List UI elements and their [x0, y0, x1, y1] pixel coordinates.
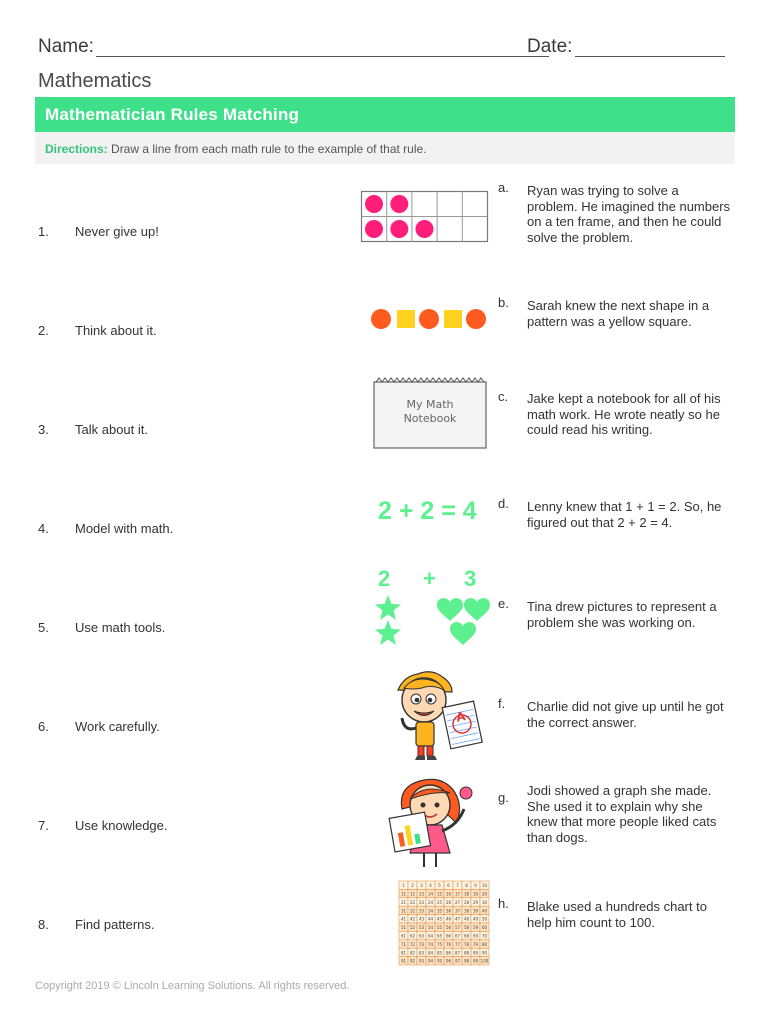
counter-dot	[390, 220, 408, 238]
rule-number: 2.	[38, 323, 49, 338]
grade-letter: A	[454, 708, 467, 725]
hundreds-chart-number: 37	[454, 908, 461, 914]
orange-circle	[371, 309, 391, 329]
hundreds-chart-number: 72	[409, 941, 416, 947]
star-icon	[375, 595, 401, 620]
hundreds-chart-number: 36	[445, 908, 452, 914]
hundreds-chart-number: 16	[445, 891, 452, 897]
hundreds-chart-number: 71	[400, 941, 407, 947]
hundreds-chart-number: 50	[481, 916, 488, 922]
date-blank	[575, 56, 725, 57]
star-icon	[375, 620, 401, 645]
hundreds-chart-number: 74	[427, 941, 434, 947]
addition-model-image	[366, 564, 496, 652]
boy-drawing	[388, 668, 488, 768]
hundreds-chart-number: 30	[481, 899, 488, 905]
hundreds-chart-number: 85	[436, 950, 443, 956]
hundreds-chart-number: 56	[445, 925, 452, 931]
hundreds-chart-number: 33	[418, 908, 425, 914]
hundreds-chart-number: 57	[454, 925, 461, 931]
model-operator: +	[423, 566, 436, 591]
hundreds-chart-number: 55	[436, 925, 443, 931]
example-letter: c.	[498, 389, 509, 404]
shape-pattern-image	[370, 306, 490, 332]
worksheet-title: Mathematician Rules Matching	[45, 105, 300, 124]
hundreds-chart-number: 20	[481, 891, 488, 897]
hundreds-chart-number: 8	[465, 883, 468, 889]
heart-icon	[464, 598, 490, 621]
ten-frame-image	[360, 190, 490, 244]
hundreds-chart-number: 41	[400, 916, 407, 922]
hundreds-chart-number: 21	[400, 899, 407, 905]
example-text: Ryan was trying to solve a problem. He imagined the numbers on a ten frame, and then he could solve the problem.	[527, 183, 731, 245]
example-letter: f.	[498, 696, 506, 711]
orange-circle	[466, 309, 486, 329]
name-label: Name:	[38, 36, 94, 57]
example-letter: b.	[498, 295, 509, 310]
rule-number: 1.	[38, 224, 49, 239]
hundreds-chart-number: 83	[418, 950, 425, 956]
hundreds-chart-number: 67	[454, 933, 461, 939]
hundreds-chart-number: 39	[472, 908, 479, 914]
hundreds-chart-number: 69	[472, 933, 479, 939]
hundreds-chart-number: 53	[418, 925, 425, 931]
hundreds-chart-number: 93	[418, 958, 425, 964]
hundreds-chart-number: 70	[481, 933, 488, 939]
example-text: Jake kept a notebook for all of his math work. He wrote neatly so he could read his writing.	[527, 391, 721, 437]
hundreds-chart-number: 31	[400, 908, 407, 914]
hundreds-chart-number: 28	[463, 899, 470, 905]
hundreds-chart-number: 89	[472, 950, 479, 956]
title-bar	[35, 97, 735, 132]
rule-text: Use knowledge.	[75, 818, 168, 833]
copyright-notice: Copyright 2019 © Lincoln Learning Solutions. All rights reserved.	[35, 980, 350, 992]
hundreds-chart-number: 66	[445, 933, 452, 939]
notebook-label-line: Notebook	[403, 412, 457, 425]
hundreds-chart-number: 78	[463, 941, 470, 947]
hundreds-chart-number: 2	[411, 883, 414, 889]
example-text: Tina drew pictures to represent a problem she was working on.	[527, 599, 717, 630]
hundreds-chart-number: 54	[427, 925, 434, 931]
example-letter: e.	[498, 596, 509, 611]
hundreds-chart-number: 12	[409, 891, 416, 897]
hundreds-chart-number: 15	[436, 891, 443, 897]
rule-text: Model with math.	[75, 521, 174, 536]
hundreds-chart-number: 97	[454, 958, 461, 964]
hundreds-chart-number: 92	[409, 958, 416, 964]
hundreds-chart-number: 23	[418, 899, 425, 905]
hundreds-chart-number: 58	[463, 925, 470, 931]
hundreds-chart-number: 81	[400, 950, 407, 956]
yellow-square	[397, 310, 415, 328]
hundreds-chart-number: 42	[409, 916, 416, 922]
hundreds-chart-number: 79	[472, 941, 479, 947]
hundreds-chart-number: 6	[447, 883, 450, 889]
hundreds-chart-number: 94	[427, 958, 434, 964]
heart-icon	[437, 598, 463, 621]
hundreds-chart-number: 48	[463, 916, 470, 922]
example-letter: d.	[498, 496, 509, 511]
math-notebook-image	[372, 376, 488, 450]
hundreds-chart-number: 80	[481, 941, 488, 947]
hundreds-chart-number: 13	[418, 891, 425, 897]
rule-number: 5.	[38, 620, 49, 635]
hundreds-chart-number: 63	[418, 933, 425, 939]
hair-bow	[460, 787, 472, 799]
hundreds-chart-number: 76	[445, 941, 452, 947]
name-blank	[96, 56, 549, 57]
notebook-label-line: My Math	[406, 398, 454, 411]
example-text: Sarah knew the next shape in a pattern was a yellow square.	[527, 298, 710, 329]
hundreds-chart-number: 52	[409, 925, 416, 931]
yellow-square	[444, 310, 462, 328]
counter-dot	[365, 220, 383, 238]
directions-text: Draw a line from each math rule to the example of that rule.	[107, 142, 427, 156]
directions-label: Directions:	[45, 142, 108, 156]
hundreds-chart-number: 68	[463, 933, 470, 939]
hundreds-chart-number: 17	[454, 891, 461, 897]
hundreds-chart-number: 24	[427, 899, 434, 905]
hundreds-chart-number: 95	[436, 958, 443, 964]
rule-number: 4.	[38, 521, 49, 536]
counter-dot	[416, 220, 434, 238]
hundreds-chart-number: 7	[456, 883, 459, 889]
model-number: 2	[378, 566, 391, 591]
hundreds-chart-number: 77	[454, 941, 461, 947]
hundreds-chart-number: 1	[402, 883, 405, 889]
hundreds-chart-number: 82	[409, 950, 416, 956]
hundreds-chart-number: 64	[427, 933, 434, 939]
heart-icon	[450, 622, 476, 645]
hundreds-chart-number: 90	[481, 950, 488, 956]
counter-dot	[365, 195, 383, 213]
equation-image: 2 + 2 = 4	[378, 497, 477, 525]
example-text: Charlie did not give up until he got the correct answer.	[527, 699, 724, 730]
hundreds-chart-number: 43	[418, 916, 425, 922]
hundreds-chart-number: 18	[463, 891, 470, 897]
rule-text: Never give up!	[75, 224, 159, 239]
hundreds-chart-number: 19	[472, 891, 479, 897]
model-number: 3	[464, 566, 477, 591]
hundreds-chart-number: 32	[409, 908, 416, 914]
hundreds-chart-number: 4	[429, 883, 432, 889]
hundreds-chart-number: 49	[472, 916, 479, 922]
hundreds-chart-number: 96	[445, 958, 452, 964]
hundreds-chart-number: 11	[400, 891, 407, 897]
rule-text: Work carefully.	[75, 719, 160, 734]
boy-shirt	[416, 722, 434, 746]
rule-text: Find patterns.	[75, 917, 155, 932]
hundreds-chart-number: 22	[409, 899, 416, 905]
rule-number: 6.	[38, 719, 49, 734]
hundreds-chart-number: 14	[427, 891, 434, 897]
hundreds-chart-number: 45	[436, 916, 443, 922]
hundreds-chart-image	[398, 880, 490, 966]
orange-circle	[419, 309, 439, 329]
hundreds-chart-number: 62	[409, 933, 416, 939]
hundreds-chart-number: 34	[427, 908, 434, 914]
directions	[45, 142, 427, 156]
hundreds-chart-number: 51	[400, 925, 407, 931]
hundreds-chart-number: 25	[436, 899, 443, 905]
example-text: Jodi showed a graph she made. She used it to explain why she knew that more people liked cats than dogs.	[527, 783, 717, 845]
counter-dot	[390, 195, 408, 213]
hundreds-chart-number: 40	[481, 908, 488, 914]
hundreds-chart-number: 5	[438, 883, 441, 889]
rule-number: 8.	[38, 917, 49, 932]
hundreds-chart-number: 10	[481, 883, 488, 889]
notebook-label	[372, 398, 488, 426]
name-date-row	[38, 36, 728, 62]
hundreds-chart-number: 61	[400, 933, 407, 939]
subject-heading: Mathematics	[38, 70, 152, 92]
hundreds-chart-number: 86	[445, 950, 452, 956]
bar-graph-paper	[389, 812, 430, 852]
rule-number: 7.	[38, 818, 49, 833]
boy-with-paper-image	[388, 668, 488, 768]
rule-text: Talk about it.	[75, 422, 148, 437]
model-shapes	[366, 564, 496, 652]
example-letter: g.	[498, 790, 509, 805]
hundreds-chart-number: 91	[400, 958, 407, 964]
hundreds-chart-number: 46	[445, 916, 452, 922]
example-letter: h.	[498, 896, 509, 911]
notebook-spiral	[376, 378, 484, 382]
example-text: Lenny knew that 1 + 1 = 2. So, he figured out that 2 + 2 = 4.	[527, 499, 722, 530]
hundreds-chart-number: 29	[472, 899, 479, 905]
date-label: Date:	[527, 36, 573, 57]
hundreds-chart-number: 84	[427, 950, 434, 956]
directions-bar	[35, 132, 735, 164]
hundreds-chart-number: 65	[436, 933, 443, 939]
hundreds-chart-number: 44	[427, 916, 434, 922]
hundreds-chart-number: 59	[472, 925, 479, 931]
hundreds-chart-number: 38	[463, 908, 470, 914]
rule-number: 3.	[38, 422, 49, 437]
hundreds-chart-number: 3	[420, 883, 423, 889]
hundreds-chart-number: 87	[454, 950, 461, 956]
hundreds-chart-number: 60	[481, 925, 488, 931]
hundreds-chart-number: 100	[480, 958, 489, 964]
girl-with-graph-image	[388, 775, 488, 875]
hundreds-chart-number: 73	[418, 941, 425, 947]
hundreds-chart-number: 35	[436, 908, 443, 914]
rule-text: Think about it.	[75, 323, 157, 338]
example-letter: a.	[498, 180, 509, 195]
hundreds-chart-number: 47	[454, 916, 461, 922]
hundreds-chart-number: 75	[436, 941, 443, 947]
example-text: Blake used a hundreds chart to help him count to 100.	[527, 899, 707, 930]
hundreds-chart-number: 88	[463, 950, 470, 956]
hundreds-chart-number: 27	[454, 899, 461, 905]
hundreds-chart-number: 98	[463, 958, 470, 964]
hundreds-chart-number: 99	[472, 958, 479, 964]
rule-text: Use math tools.	[75, 620, 166, 635]
hundreds-chart-number: 9	[474, 883, 477, 889]
hundreds-chart-number: 26	[445, 899, 452, 905]
